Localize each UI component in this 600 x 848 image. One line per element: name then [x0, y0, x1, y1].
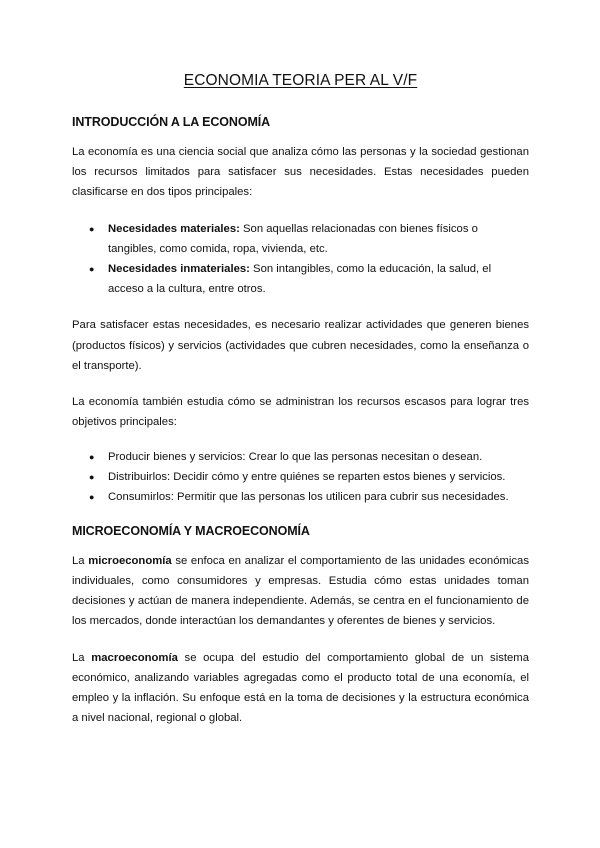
- needs-list: [72, 219, 529, 300]
- bullet-icon: ●: [89, 452, 95, 463]
- list-item-term: Necesidades inmateriales:: [108, 263, 250, 276]
- section-micro-macro: [72, 524, 529, 729]
- bullet-icon: ●: [89, 472, 95, 483]
- objectives-paragraph: La economía también estudia cómo se administran los recursos escasos para lograr tres objetivos principales:: [72, 396, 529, 429]
- bullet-icon: ●: [89, 264, 95, 275]
- list-item-term: Necesidades materiales:: [108, 222, 240, 235]
- section-heading: INTRODUCCIÓN A LA ECONOMÍA: [72, 115, 271, 129]
- list-item-text: Distribuirlos: Decidir cómo y entre quiénes se reparten estos bienes y servicios.: [108, 471, 506, 484]
- list-item-text: Son aquellas relacionadas con bienes físicos o tangibles, como comida, ropa, vivienda, etc.: [108, 222, 478, 255]
- list-item: [89, 259, 529, 299]
- document-title: ECONOMIA TEORIA PER AL V/F: [183, 72, 418, 89]
- term-macroeconomia: macroeconomía: [91, 651, 178, 664]
- list-item-text: Consumirlos: Permitir que las personas los utilicen para cubrir sus necesidades.: [108, 491, 509, 504]
- macroeconomics-paragraph: [72, 648, 529, 729]
- bullet-icon: ●: [89, 492, 95, 503]
- paragraph-lead: La: [72, 554, 89, 567]
- term-microeconomia: microeconomía: [88, 554, 172, 567]
- paragraph-text: se enfoca en analizar el comportamiento de las unidades económicas individuales, como consumidores y empresas. Estudia cómo estas unidades toman decisiones y actúan de manera independiente. Además, se centra en el funcionamiento de los mercados, donde interactúan los demandantes y oferentes de bienes y servicios.: [72, 554, 529, 628]
- list-item: [89, 488, 529, 508]
- paragraph-lead: La: [72, 651, 92, 664]
- bullet-icon: ●: [89, 223, 95, 234]
- intro-paragraph: La economía es una ciencia social que analiza cómo las personas y la sociedad gestionan los recursos limitados para satisfacer sus necesidades. Estas necesidades pueden clasificarse en dos tipos principales:: [72, 146, 529, 199]
- list-item: [89, 219, 529, 259]
- section-heading: MICROECONOMÍA Y MACROECONOMÍA: [72, 523, 310, 538]
- list-item: [89, 468, 529, 488]
- list-item-text: Son intangibles, como la educación, la salud, el acceso a la cultura, entre otros.: [108, 263, 492, 296]
- section-introduction: [72, 115, 529, 508]
- microeconomics-paragraph: [72, 551, 529, 632]
- list-item: [89, 448, 529, 468]
- objectives-list: [72, 448, 529, 507]
- paragraph-text: se ocupa del estudio del comportamiento global de un sistema económico, analizando variables agregadas como el producto total de una economía, el empleo y la inflación. Su enfoque está en la toma de decisiones y la estructura económica a nivel nacional, regional o global.: [72, 651, 529, 725]
- goods-services-paragraph: Para satisfacer estas necesidades, es necesario realizar actividades que generen bienes (productos físicos) y servicios (actividades que cubren necesidades, como la enseñanza o el transporte).: [72, 319, 529, 372]
- list-item-text: Producir bienes y servicios: Crear lo que las personas necesitan o desean.: [108, 451, 483, 464]
